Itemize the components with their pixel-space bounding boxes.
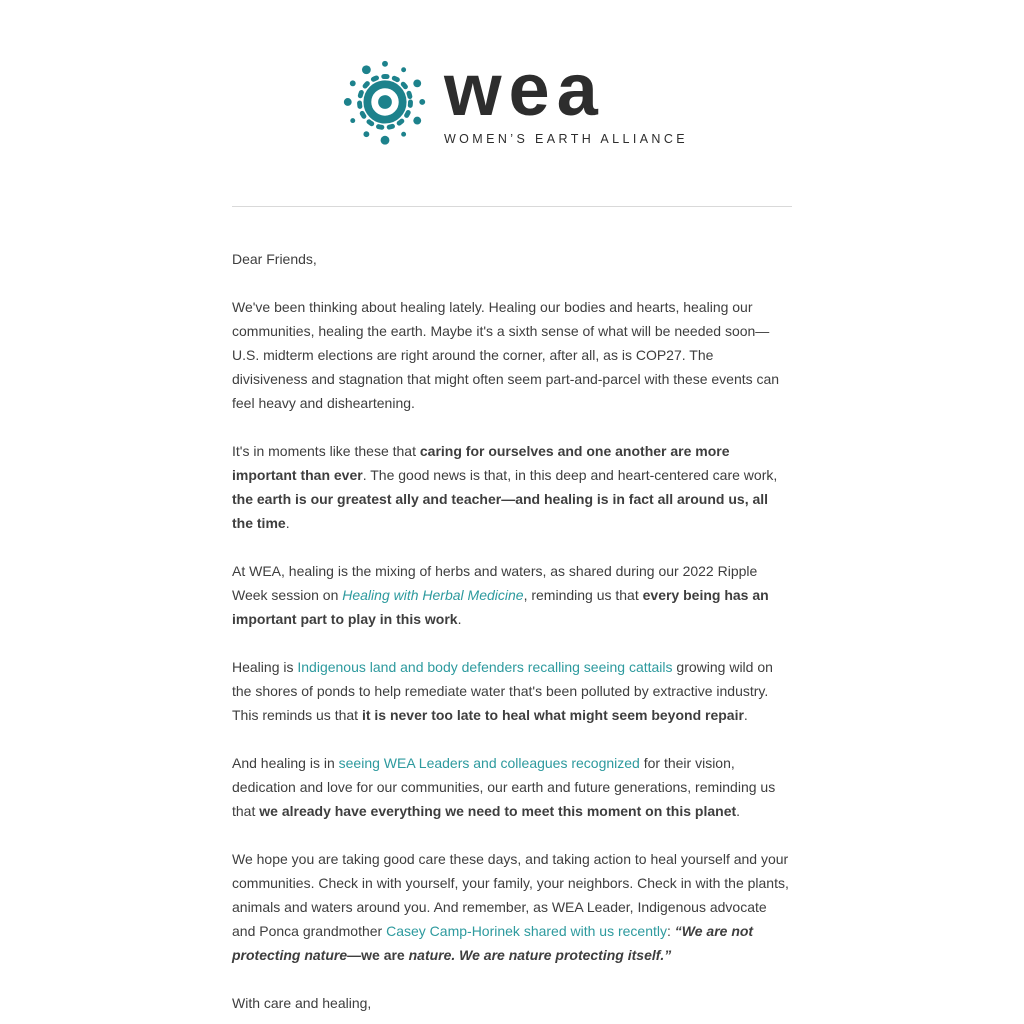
paragraphs [232,295,792,967]
logo [232,47,792,152]
text-link[interactable]: Casey Camp-Horinek shared with us recently [386,923,667,939]
text-run: we already have everything we need to meet this moment on this planet [259,803,737,819]
text-run: , reminding us that [523,587,643,603]
text-run: : [667,923,675,939]
text-run: At WEA, healing is the mixing of herbs and waters, as shared during our 2022 Ripple Week session on [232,563,758,603]
text-run: caring for ourselves and one another are more important than ever [232,443,730,483]
paragraph [232,751,792,823]
text-link[interactable]: seeing WEA Leaders and colleagues recognized [338,755,640,771]
text-link[interactable]: Healing with Herbal Medicine [342,587,524,603]
logo-wordmark-text: wea [443,47,605,131]
text-run: “We are not protecting nature [232,923,754,963]
text-run: . [285,515,290,531]
logo-tagline: WOMEN’S EARTH ALLIANCE [443,132,689,147]
paragraph [232,847,792,967]
text-run: for their vision, dedication and love for our communities, our earth and future generations, reminding us that [232,755,776,819]
paragraph [232,655,792,727]
text-run: We hope you are taking good care these days, and taking action to heal yourself and your communities. Check in with yourself, your family, your neighbors. Check in with the plants, animals and waters around you. And remember, as WEA Leader, Indigenous advocate and Ponca grandmother [232,851,789,939]
text-run: We've been thinking about healing lately. Healing our bodies and hearts, healing our communities, healing the earth. Maybe it's a sixth sense of what will be needed soon—U.S. midterm elections are right around the corner, after all, as is COP27. The divisiveness and stagnation that might often seem part-and-parcel with these events can feel heavy and disheartening. [232,299,780,411]
text-run: Healing is [232,659,298,675]
email-content [232,207,792,1015]
text-run: every being has an important part to play in this work [232,587,769,627]
text-run: . [457,611,462,627]
text-run: . [743,707,748,723]
text-run: nature. We are nature protecting itself.” [404,947,672,963]
text-run: it is never too late to heal what might seem beyond repair [361,707,744,723]
paragraph [232,295,792,415]
text-run: And healing is in [232,755,339,771]
paragraph [232,439,792,535]
closing: With care and healing, [232,995,372,1011]
logo-wordmark [443,47,689,147]
text-run: we are [361,947,405,963]
text-run: . The good news is that, in this deep and heart-centered care work, [362,467,778,483]
email-body [232,0,792,1015]
text-run: growing wild on the shores of ponds to help remediate water that's been polluted by extractive industry. This reminds us that [232,659,773,723]
text-run: . [736,803,741,819]
text-link[interactable]: Indigenous land and body defenders recalling seeing cattails [297,659,673,675]
greeting: Dear Friends, [232,251,317,267]
text-run: the earth is our greatest ally and teacher—and healing is in fact all around us, all the time [232,491,769,531]
text-run: — [347,947,362,963]
paragraph [232,559,792,631]
sun-icon [336,50,434,152]
text-run: It's in moments like these that [232,443,420,459]
